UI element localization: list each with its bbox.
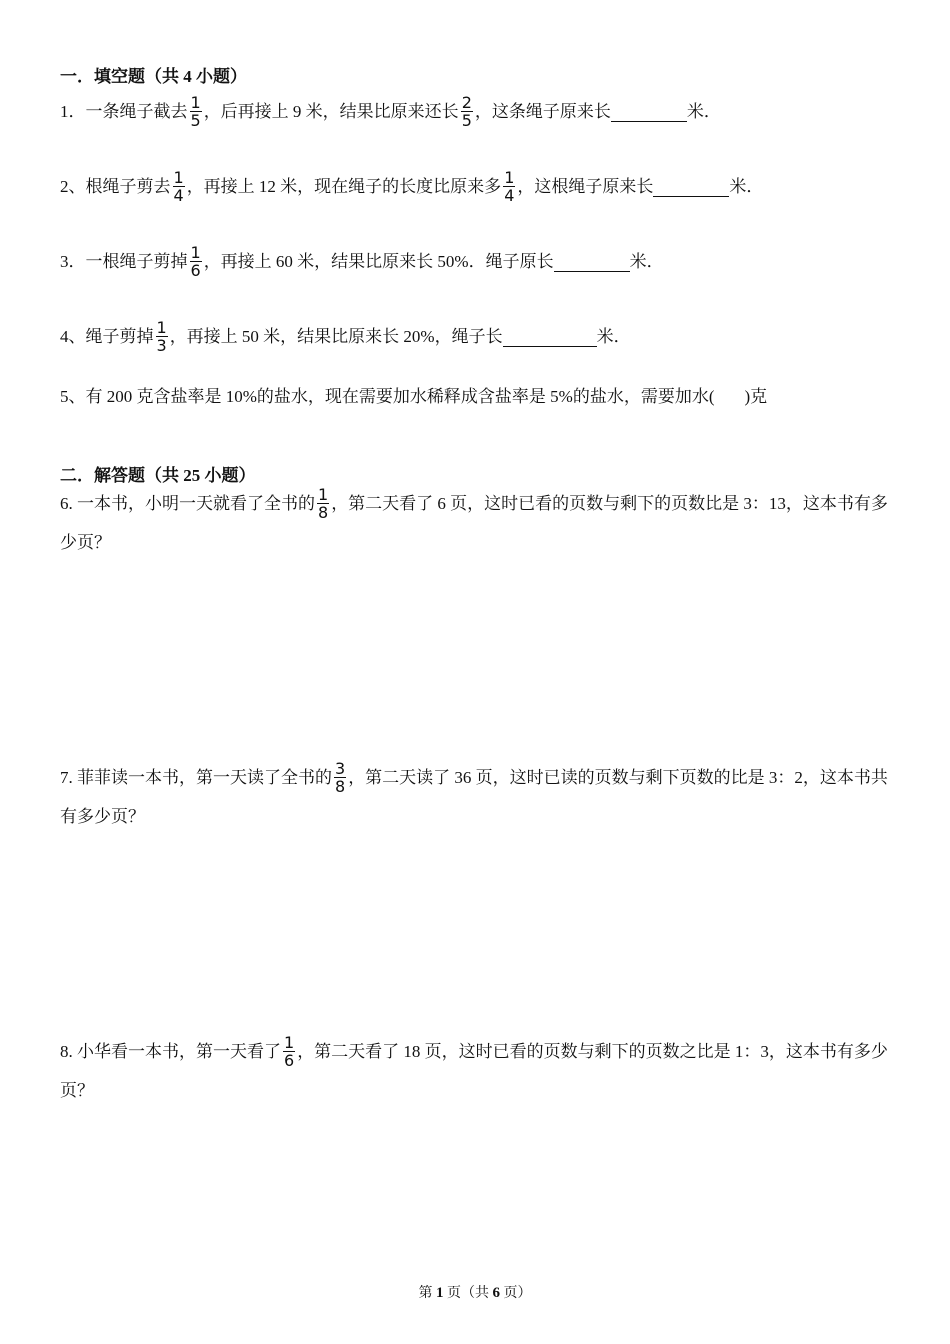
section-title-fill-in: 一．填空题（共 4 小题）: [60, 67, 247, 86]
fraction-denominator: 4: [504, 186, 515, 205]
fraction-denominator: 8: [318, 503, 329, 523]
q4-text-b: ，再接上 50 米，结果比原来长 20%，绳子长: [169, 327, 503, 346]
fraction-numerator: 1: [504, 168, 515, 187]
q5-text-a: 5、有 200 克含盐率是 10%的盐水，现在需要加水稀释成含盐率是 5%的盐水，需要加水(: [60, 387, 715, 407]
q2-fraction-1: [173, 169, 185, 205]
fraction-numerator: 3: [335, 759, 346, 779]
q3-fraction-1: [190, 244, 202, 280]
fraction-numerator: 1: [284, 1033, 295, 1053]
q4-answer-blank[interactable]: [503, 328, 597, 347]
q8-fraction: [283, 1034, 295, 1070]
q5-text-b: )克: [744, 387, 768, 407]
footer-post: 页）: [503, 1286, 532, 1301]
question-8: [60, 1032, 900, 1110]
q4-fraction-1: [156, 319, 168, 355]
fraction-numerator: 1: [318, 485, 329, 505]
q1-text-c: ，这条绳子原来长: [474, 102, 611, 121]
q1-fraction-1: [190, 94, 202, 130]
q7-text-b: ，第二天读了 36 页，这时已读的页数与剩下页数的比是 3：2，这本书共有多少页？: [60, 768, 888, 827]
q6-text-a: 6. 一本书，小明一天就看了全书的: [60, 494, 315, 514]
q1-text-d: 米．: [686, 102, 721, 121]
fraction-denominator: 6: [190, 261, 201, 280]
fraction-denominator: 6: [284, 1051, 295, 1071]
fraction-numerator: 1: [190, 93, 201, 112]
page-footer: [0, 1282, 950, 1302]
q8-text-b: ，第二天看了 18 页，这时已看的页数与剩下的页数之比是 1：3，这本书有多少页？: [60, 1042, 888, 1101]
fraction-denominator: 4: [173, 186, 184, 205]
question-2: [60, 169, 900, 205]
q6-text-b: ，第二天看了 6 页，这时已看的页数与剩下的页数比是 3：13，这本书有多少页？: [60, 494, 888, 553]
footer-page-number: 1: [436, 1285, 444, 1301]
q1-text-b: ，后再接上 9 米，结果比原来还长: [203, 102, 459, 121]
question-4: [60, 319, 900, 355]
fraction-denominator: 5: [461, 111, 472, 130]
q2-fraction-2: [503, 169, 515, 205]
fraction-numerator: 1: [173, 168, 184, 187]
q3-text-d: 米．: [629, 252, 664, 271]
q3-answer-blank[interactable]: [554, 253, 630, 272]
question-6: [60, 484, 900, 562]
q2-text-d: 米．: [729, 177, 764, 196]
q3-text-a: 3．一根绳子剪掉: [60, 252, 188, 271]
section-title-answer: 二．解答题（共 25 小题）: [60, 466, 256, 485]
q4-text-a: 4、绳子剪掉: [60, 327, 154, 346]
q1-fraction-2: [461, 94, 473, 130]
footer-mid: 页（共: [447, 1286, 489, 1301]
fraction-numerator: 1: [190, 243, 201, 262]
q1-answer-blank[interactable]: [611, 103, 687, 122]
q3-text-b: ，再接上 60 米，结果比原来长 50%．绳子原长: [203, 252, 554, 271]
footer-total-pages: 6: [492, 1285, 500, 1301]
question-1: [60, 94, 900, 130]
q7-text-a: 7. 菲菲读一本书，第一天读了全书的: [60, 768, 332, 788]
fraction-denominator: 8: [335, 777, 346, 797]
footer-pre: 第: [418, 1286, 433, 1301]
question-3: [60, 244, 900, 280]
q2-answer-blank[interactable]: [653, 178, 729, 197]
fraction-numerator: 1: [156, 318, 167, 337]
q1-text-a: 1．一条绳子截去: [60, 102, 188, 121]
question-5: [60, 386, 900, 407]
q4-text-d: 米．: [596, 327, 631, 346]
q6-fraction: [317, 486, 329, 522]
q2-text-a: 2、根绳子剪去: [60, 177, 171, 196]
q8-text-a: 8. 小华看一本书，第一天看了: [60, 1042, 281, 1062]
question-7: [60, 758, 900, 836]
fraction-numerator: 2: [461, 93, 472, 112]
q7-fraction: [334, 760, 346, 796]
q2-text-c: ，这根绳子原来长: [517, 177, 654, 196]
fraction-denominator: 3: [156, 336, 167, 355]
fraction-denominator: 5: [190, 111, 201, 130]
q2-text-b: ，再接上 12 米，现在绳子的长度比原来多: [186, 177, 502, 196]
